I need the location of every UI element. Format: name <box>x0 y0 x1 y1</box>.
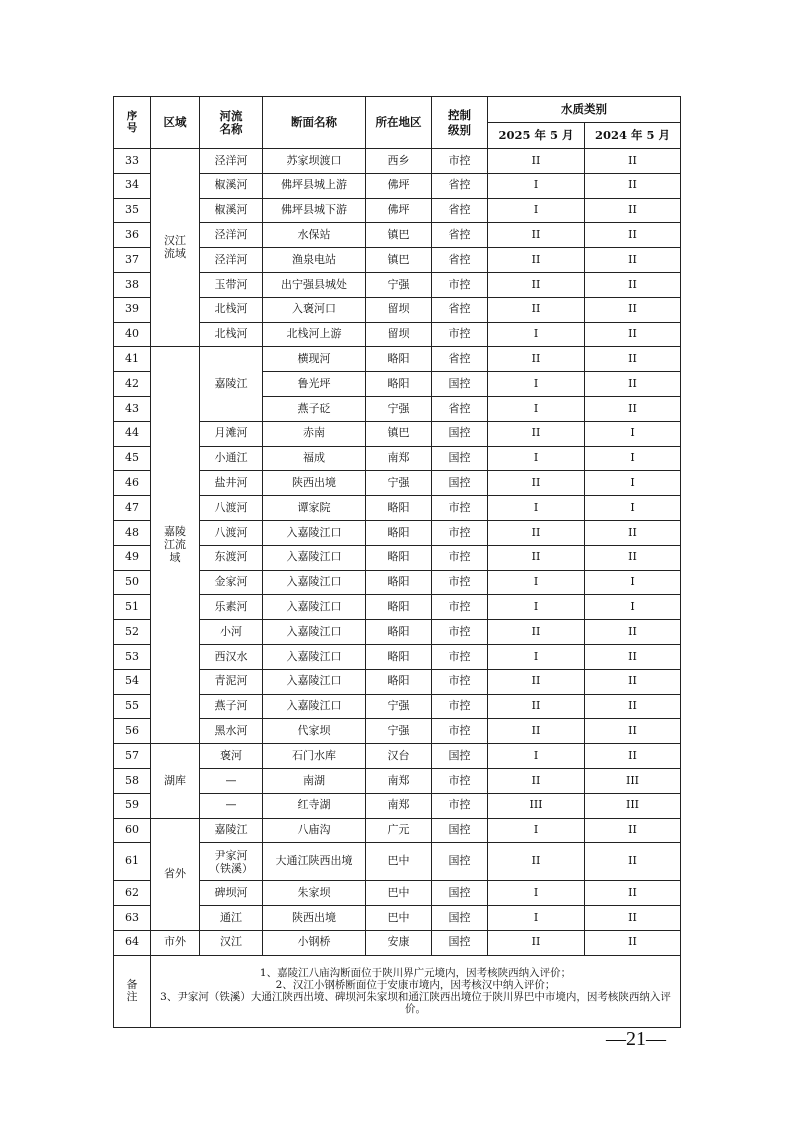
row-seq: 34 <box>114 173 151 198</box>
row-river: — <box>200 793 263 818</box>
table-row <box>114 198 681 223</box>
remarks-label-text: 备注 <box>126 977 138 1004</box>
row-section: 红寺湖 <box>263 793 366 818</box>
table-row <box>114 818 681 843</box>
row-quality-2024: II <box>585 272 681 297</box>
row-location: 留坝 <box>366 297 432 322</box>
row-seq: 37 <box>114 248 151 273</box>
row-seq: 64 <box>114 930 151 955</box>
row-quality-2025: I <box>488 372 585 397</box>
row-river: 泾洋河 <box>200 149 263 174</box>
row-quality-2024: II <box>585 520 681 545</box>
row-quality-2024: I <box>585 446 681 471</box>
row-quality-2024: II <box>585 881 681 906</box>
water-quality-table <box>113 96 681 1028</box>
table-row <box>114 149 681 174</box>
row-quality-2024: II <box>585 372 681 397</box>
header-location: 所在地区 <box>366 97 432 149</box>
table-row <box>114 930 681 955</box>
row-quality-2025: II <box>488 694 585 719</box>
row-location: 广元 <box>366 818 432 843</box>
header-river: 河流名称 <box>200 97 263 149</box>
row-river: 月滩河 <box>200 421 263 446</box>
row-section: 入嘉陵江口 <box>263 620 366 645</box>
row-quality-2024: II <box>585 744 681 769</box>
table-row <box>114 793 681 818</box>
row-control: 省控 <box>432 223 488 248</box>
row-seq: 60 <box>114 818 151 843</box>
row-quality-2025: I <box>488 744 585 769</box>
row-quality-2025: I <box>488 881 585 906</box>
row-location: 略阳 <box>366 520 432 545</box>
row-section: 谭家院 <box>263 496 366 521</box>
row-location: 汉台 <box>366 744 432 769</box>
table-row <box>114 644 681 669</box>
row-quality-2025: I <box>488 906 585 931</box>
row-control: 国控 <box>432 930 488 955</box>
row-location: 宁强 <box>366 396 432 421</box>
row-seq: 61 <box>114 843 151 881</box>
row-seq: 42 <box>114 372 151 397</box>
row-quality-2025: II <box>488 620 585 645</box>
row-quality-2024: II <box>585 297 681 322</box>
row-quality-2025: II <box>488 223 585 248</box>
row-control: 国控 <box>432 818 488 843</box>
row-section: 南湖 <box>263 768 366 793</box>
table-row <box>114 669 681 694</box>
row-control: 省控 <box>432 248 488 273</box>
table-body <box>114 149 681 956</box>
row-river: 八渡河 <box>200 520 263 545</box>
table-row <box>114 272 681 297</box>
table-row <box>114 595 681 620</box>
row-quality-2025: I <box>488 570 585 595</box>
row-section: 入嘉陵江口 <box>263 545 366 570</box>
remarks-text <box>151 955 681 1027</box>
row-control: 市控 <box>432 768 488 793</box>
row-section: 石门水库 <box>263 744 366 769</box>
row-section: 鲁光坪 <box>263 372 366 397</box>
row-river: 西汉水 <box>200 644 263 669</box>
row-section: 北栈河上游 <box>263 322 366 347</box>
row-river: — <box>200 768 263 793</box>
header-2025: 2025 年 5 月 <box>488 123 585 149</box>
row-seq: 59 <box>114 793 151 818</box>
row-section: 水保站 <box>263 223 366 248</box>
table-row <box>114 768 681 793</box>
row-control: 市控 <box>432 669 488 694</box>
row-control: 市控 <box>432 570 488 595</box>
row-river: 黑水河 <box>200 719 263 744</box>
row-seq: 53 <box>114 644 151 669</box>
row-seq: 44 <box>114 421 151 446</box>
row-control: 省控 <box>432 396 488 421</box>
row-river: 北栈河 <box>200 322 263 347</box>
row-seq: 40 <box>114 322 151 347</box>
row-river: 小河 <box>200 620 263 645</box>
remarks-label <box>114 955 151 1027</box>
row-location: 宁强 <box>366 471 432 496</box>
table-row <box>114 744 681 769</box>
row-section: 出宁强县城处 <box>263 272 366 297</box>
row-river: 椒溪河 <box>200 173 263 198</box>
table-row <box>114 471 681 496</box>
row-quality-2024: II <box>585 347 681 372</box>
row-location: 佛坪 <box>366 173 432 198</box>
row-location: 宁强 <box>366 272 432 297</box>
row-river: 褒河 <box>200 744 263 769</box>
row-section: 佛坪县城上游 <box>263 173 366 198</box>
row-river: 金家河 <box>200 570 263 595</box>
row-control: 省控 <box>432 297 488 322</box>
row-location: 略阳 <box>366 545 432 570</box>
row-river: 碑坝河 <box>200 881 263 906</box>
row-control: 市控 <box>432 719 488 744</box>
row-section: 入嘉陵江口 <box>263 694 366 719</box>
row-section: 入嘉陵江口 <box>263 669 366 694</box>
row-quality-2024: II <box>585 719 681 744</box>
page-number: —21— <box>606 1028 666 1050</box>
row-section: 入嘉陵江口 <box>263 520 366 545</box>
row-quality-2025: I <box>488 496 585 521</box>
row-quality-2024: II <box>585 545 681 570</box>
row-seq: 39 <box>114 297 151 322</box>
row-section: 渔泉电站 <box>263 248 366 273</box>
row-location: 南郑 <box>366 446 432 471</box>
row-seq: 58 <box>114 768 151 793</box>
row-quality-2025: II <box>488 149 585 174</box>
row-location: 安康 <box>366 930 432 955</box>
row-quality-2025: II <box>488 272 585 297</box>
row-control: 市控 <box>432 545 488 570</box>
table-row <box>114 719 681 744</box>
row-river: 尹家河（铁溪） <box>200 843 263 881</box>
row-quality-2024: I <box>585 570 681 595</box>
table-row <box>114 881 681 906</box>
row-quality-2025: I <box>488 198 585 223</box>
row-quality-2025: II <box>488 520 585 545</box>
row-quality-2024: II <box>585 644 681 669</box>
table-row <box>114 421 681 446</box>
row-control: 国控 <box>432 906 488 931</box>
row-section: 横现河 <box>263 347 366 372</box>
row-quality-2024: III <box>585 768 681 793</box>
row-location: 宁强 <box>366 719 432 744</box>
row-control: 国控 <box>432 471 488 496</box>
row-quality-2025: I <box>488 322 585 347</box>
row-control: 市控 <box>432 620 488 645</box>
row-region: 嘉陵江流域 <box>151 347 200 744</box>
header-section: 断面名称 <box>263 97 366 149</box>
row-quality-2025: II <box>488 545 585 570</box>
row-quality-2025: III <box>488 793 585 818</box>
row-quality-2024: II <box>585 198 681 223</box>
row-control: 市控 <box>432 322 488 347</box>
row-control: 省控 <box>432 173 488 198</box>
row-river: 泾洋河 <box>200 223 263 248</box>
row-section: 陕西出境 <box>263 471 366 496</box>
row-quality-2025: I <box>488 818 585 843</box>
row-control: 省控 <box>432 347 488 372</box>
row-section: 入嘉陵江口 <box>263 644 366 669</box>
table-row <box>114 545 681 570</box>
row-location: 宁强 <box>366 694 432 719</box>
row-section: 燕子砭 <box>263 396 366 421</box>
row-river: 椒溪河 <box>200 198 263 223</box>
table-row <box>114 347 681 372</box>
row-control: 国控 <box>432 881 488 906</box>
row-section: 赤南 <box>263 421 366 446</box>
row-quality-2024: II <box>585 930 681 955</box>
row-control: 市控 <box>432 694 488 719</box>
table-row <box>114 223 681 248</box>
row-seq: 41 <box>114 347 151 372</box>
row-seq: 36 <box>114 223 151 248</box>
row-river: 玉带河 <box>200 272 263 297</box>
row-section: 朱家坝 <box>263 881 366 906</box>
row-location: 略阳 <box>366 595 432 620</box>
row-river: 北栈河 <box>200 297 263 322</box>
row-control: 国控 <box>432 421 488 446</box>
row-location: 略阳 <box>366 620 432 645</box>
row-control: 国控 <box>432 744 488 769</box>
row-quality-2024: II <box>585 149 681 174</box>
remark-line-3: 3、尹家河（铁溪）大通江陕西出境、碑坝河朱家坝和通江陕西出境位于陕川界巴中市境内，因考核陕西纳入评价。 <box>160 991 671 1016</box>
row-quality-2025: II <box>488 768 585 793</box>
row-location: 留坝 <box>366 322 432 347</box>
table-row <box>114 248 681 273</box>
row-quality-2025: II <box>488 471 585 496</box>
row-river: 汉江 <box>200 930 263 955</box>
header-region: 区域 <box>151 97 200 149</box>
row-seq: 46 <box>114 471 151 496</box>
row-location: 南郑 <box>366 768 432 793</box>
row-river: 通江 <box>200 906 263 931</box>
row-section: 八庙沟 <box>263 818 366 843</box>
row-location: 镇巴 <box>366 223 432 248</box>
row-seq: 56 <box>114 719 151 744</box>
row-location: 南郑 <box>366 793 432 818</box>
row-location: 佛坪 <box>366 198 432 223</box>
row-seq: 62 <box>114 881 151 906</box>
row-quality-2025: II <box>488 669 585 694</box>
row-location: 巴中 <box>366 843 432 881</box>
row-quality-2025: II <box>488 719 585 744</box>
row-river: 东渡河 <box>200 545 263 570</box>
row-section: 入嘉陵江口 <box>263 595 366 620</box>
row-quality-2024: II <box>585 223 681 248</box>
row-quality-2024: II <box>585 694 681 719</box>
row-quality-2025: I <box>488 595 585 620</box>
row-location: 略阳 <box>366 644 432 669</box>
table-row <box>114 297 681 322</box>
row-seq: 45 <box>114 446 151 471</box>
header-quality: 水质类别 <box>488 97 681 123</box>
row-quality-2025: I <box>488 396 585 421</box>
row-seq: 47 <box>114 496 151 521</box>
row-control: 省控 <box>432 198 488 223</box>
row-control: 国控 <box>432 372 488 397</box>
row-section: 入褒河口 <box>263 297 366 322</box>
row-seq: 54 <box>114 669 151 694</box>
row-river: 小通江 <box>200 446 263 471</box>
row-control: 国控 <box>432 843 488 881</box>
row-location: 巴中 <box>366 906 432 931</box>
row-location: 巴中 <box>366 881 432 906</box>
row-section: 佛坪县城下游 <box>263 198 366 223</box>
row-quality-2024: II <box>585 173 681 198</box>
row-river: 盐井河 <box>200 471 263 496</box>
row-control: 市控 <box>432 644 488 669</box>
row-quality-2024: III <box>585 793 681 818</box>
row-seq: 50 <box>114 570 151 595</box>
row-section: 苏家坝渡口 <box>263 149 366 174</box>
row-river: 乐素河 <box>200 595 263 620</box>
row-section: 代家坝 <box>263 719 366 744</box>
row-control: 市控 <box>432 272 488 297</box>
row-location: 略阳 <box>366 347 432 372</box>
row-region: 湖库 <box>151 744 200 818</box>
row-seq: 63 <box>114 906 151 931</box>
header-control: 控制级别 <box>432 97 488 149</box>
row-region: 汉江流域 <box>151 149 200 347</box>
row-control: 市控 <box>432 793 488 818</box>
table-row <box>114 322 681 347</box>
row-quality-2025: I <box>488 446 585 471</box>
table-row <box>114 520 681 545</box>
table-row <box>114 620 681 645</box>
row-quality-2025: II <box>488 930 585 955</box>
row-river: 嘉陵江 <box>200 347 263 421</box>
row-quality-2024: II <box>585 669 681 694</box>
row-quality-2025: I <box>488 644 585 669</box>
row-control: 市控 <box>432 496 488 521</box>
row-seq: 33 <box>114 149 151 174</box>
row-quality-2025: I <box>488 173 585 198</box>
row-quality-2025: II <box>488 347 585 372</box>
row-region: 省外 <box>151 818 200 930</box>
row-section: 福成 <box>263 446 366 471</box>
table-row <box>114 906 681 931</box>
row-location: 略阳 <box>366 570 432 595</box>
row-location: 略阳 <box>366 669 432 694</box>
row-quality-2024: II <box>585 906 681 931</box>
row-river: 燕子河 <box>200 694 263 719</box>
row-control: 市控 <box>432 520 488 545</box>
row-location: 西乡 <box>366 149 432 174</box>
remark-line-2: 2、汉江小钢桥断面位于安康市境内，因考核汉中纳入评价； <box>275 979 556 992</box>
row-seq: 55 <box>114 694 151 719</box>
row-seq: 38 <box>114 272 151 297</box>
row-control: 国控 <box>432 446 488 471</box>
row-quality-2024: II <box>585 248 681 273</box>
row-location: 镇巴 <box>366 421 432 446</box>
row-seq: 51 <box>114 595 151 620</box>
row-seq: 57 <box>114 744 151 769</box>
row-quality-2024: I <box>585 421 681 446</box>
row-seq: 52 <box>114 620 151 645</box>
row-control: 市控 <box>432 149 488 174</box>
row-location: 略阳 <box>366 372 432 397</box>
row-seq: 48 <box>114 520 151 545</box>
table-row <box>114 496 681 521</box>
row-section: 大通江陕西出境 <box>263 843 366 881</box>
table-row <box>114 446 681 471</box>
row-quality-2024: II <box>585 322 681 347</box>
row-river: 泾洋河 <box>200 248 263 273</box>
row-river: 八渡河 <box>200 496 263 521</box>
table-row <box>114 843 681 881</box>
header-2024: 2024 年 5 月 <box>585 123 681 149</box>
row-quality-2024: I <box>585 471 681 496</box>
remark-line-1: 1、嘉陵江八庙沟断面位于陕川界广元境内，因考核陕西纳入评价； <box>259 967 572 980</box>
row-quality-2025: II <box>488 843 585 881</box>
row-quality-2024: II <box>585 396 681 421</box>
row-seq: 35 <box>114 198 151 223</box>
row-section: 陕西出境 <box>263 906 366 931</box>
row-quality-2024: I <box>585 496 681 521</box>
row-quality-2024: II <box>585 620 681 645</box>
row-quality-2024: I <box>585 595 681 620</box>
table-row <box>114 570 681 595</box>
table-row <box>114 173 681 198</box>
row-seq: 49 <box>114 545 151 570</box>
row-section: 入嘉陵江口 <box>263 570 366 595</box>
table-row <box>114 694 681 719</box>
row-quality-2024: II <box>585 818 681 843</box>
row-seq: 43 <box>114 396 151 421</box>
row-river: 青泥河 <box>200 669 263 694</box>
row-region: 市外 <box>151 930 200 955</box>
row-river: 嘉陵江 <box>200 818 263 843</box>
header-seq: 序号 <box>114 97 151 149</box>
row-section: 小钢桥 <box>263 930 366 955</box>
row-quality-2025: II <box>488 297 585 322</box>
row-control: 市控 <box>432 595 488 620</box>
row-quality-2024: II <box>585 843 681 881</box>
row-quality-2025: II <box>488 421 585 446</box>
row-location: 略阳 <box>366 496 432 521</box>
row-quality-2025: II <box>488 248 585 273</box>
row-location: 镇巴 <box>366 248 432 273</box>
